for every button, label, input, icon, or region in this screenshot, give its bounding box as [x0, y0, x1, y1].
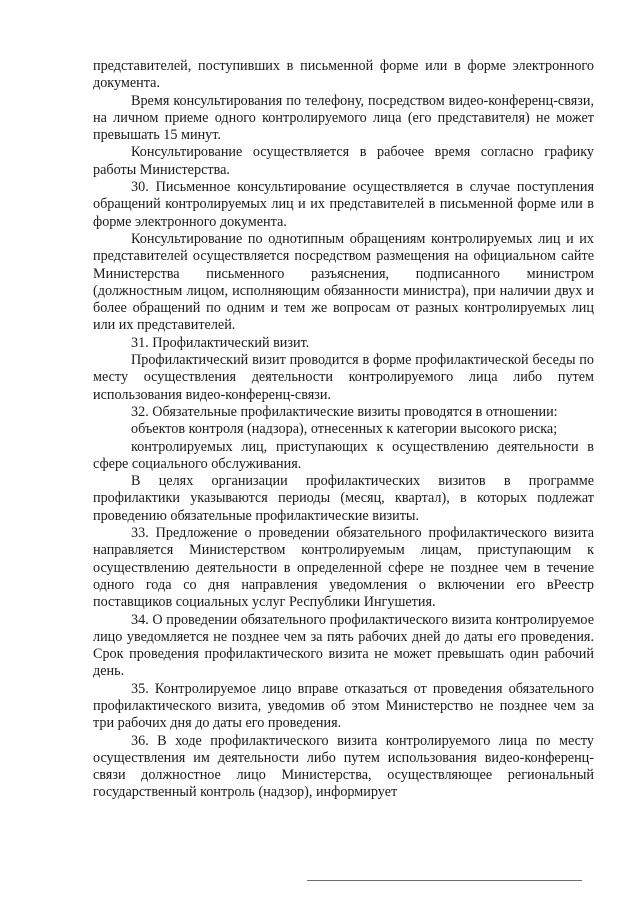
paragraph: 33. Предложение о проведении обязательного профилактического визита направляется Министерством контролируемым лицам, приступающим к осуществлению деятельности в определенной сфере не позднее чем в течение одного года со дня направления уведомления о включении его вРеестр поставщиков социальных услуг Республики Ингушетия.	[93, 525, 594, 611]
paragraph: В целях организации профилактических визитов в программе профилактики указываются периоды (месяц, квартал), в которых подлежат проведению обязательные профилактические визиты.	[93, 473, 594, 524]
paragraph: Профилактический визит проводится в форме профилактической беседы по месту осуществления деятельности контролируемого лица либо путем использования видео-конференц-связи.	[93, 352, 594, 403]
paragraph: Консультирование осуществляется в рабочее время согласно графику работы Министерства.	[93, 144, 594, 178]
paragraph: 36. В ходе профилактического визита контролируемого лица по месту осуществления им деятельности либо путем использования видео-конференц-связи должностное лицо Министерства, осуществляющее региональный государственный контроль (надзор), информирует	[93, 732, 594, 801]
paragraph: Время консультирования по телефону, посредством видео-конференц-связи, на личном приеме одного контролируемого лица (его представителя) не может превышать 15 минут.	[93, 92, 594, 144]
paragraph: 30. Письменное консультирование осуществляется в случае поступления обращений контролируемых лиц и их представителей в письменной форме или в форме электронного документа.	[93, 179, 594, 230]
paragraph: 34. О проведении обязательного профилактического визита контролируемое лицо уведомляется не позднее чем за пять рабочих дней до даты его проведения. Срок проведения профилактического визита не может превышать один рабочий день.	[93, 611, 594, 680]
paragraph: 32. Обязательные профилактические визиты проводятся в отношении:	[131, 403, 558, 420]
paragraph: представителей, поступивших в письменной форме или в форме электронного документа.	[93, 58, 594, 92]
paragraph: 31. Профилактический визит.	[131, 334, 310, 351]
footer-rule	[307, 880, 582, 881]
paragraph: контролируемых лиц, приступающих к осуществлению деятельности в сфере социального обслуживания.	[93, 438, 594, 472]
document-body	[93, 58, 594, 802]
paragraph: объектов контроля (надзора), отнесенных к категории высокого риска;	[131, 421, 558, 438]
paragraph: Консультирование по однотипным обращениям контролируемых лиц и их представителей осуществляется посредством размещения на официальном сайте Министерства письменного разъяснения, подписанного министром (должностным лицом, исполняющим обязанности министра), при наличии двух и более обращений по одним и тем же вопросам от разных контролируемых лиц или их представителей.	[93, 230, 594, 334]
paragraph: 35. Контролируемое лицо вправе отказаться от проведения обязательного профилактического визита, уведомив об этом Министерство не позднее чем за три рабочих дня до даты его проведения.	[93, 680, 594, 732]
